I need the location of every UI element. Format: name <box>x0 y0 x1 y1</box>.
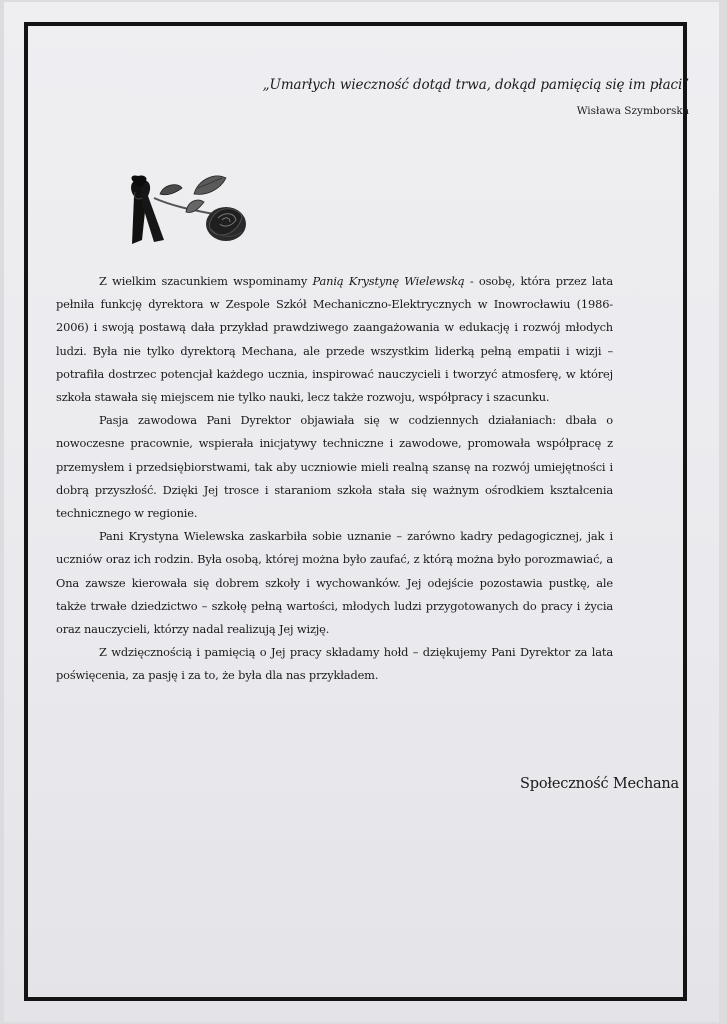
mourning-emblem <box>102 154 252 246</box>
signature: Społeczność Mechana <box>520 776 679 792</box>
epigraph-author: Wisława Szymborska <box>576 105 689 117</box>
honored-name: Panią Krystynę Wielewską <box>312 274 465 288</box>
paragraph-2: Pasja zawodowa Pani Dyrektor objawiała się w codziennych działaniach: dbała o nowoczesne pracownie, wspierała inicjatywy techniczne i zawodowe, promowała współpracę z przemysłem i przedsiębiorstwami, tak aby uczniowie mieli realną szansę na rozwój umiejętności i dobrą przyszłość. Dzięki Jej trosce i staraniom szkoła stała się ważnym ośrodkiem kształcenia technicznego w regionie. <box>56 413 613 521</box>
mourning-ribbon-icon <box>131 175 164 244</box>
tribute-text <box>56 270 613 688</box>
rose-icon <box>154 176 246 241</box>
paragraph-4: Z wdzięcznością i pamięcią o Jej pracy składamy hołd – dziękujemy Pani Dyrektor za lata poświęcenia, za pasję i za to, że była dla nas przykładem. <box>56 645 613 683</box>
paragraph-1: Z wielkim szacunkiem wspominamy Panią Krystynę Wielewską - osobę, która przez lata pełniła funkcję dyrektora w Zespole Szkół Mechaniczno-Elektrycznych w Inowrocławiu (1986-2006) i swoją postawą dała przykład prawdziwego zaangażowania w edukację i rozwój młodych ludzi. Była nie tylko dyrektorą Mechana, ale przede wszystkim liderką pełną empatii i wizji – potrafiła dostrzec potencjał każdego ucznia, inspirować nauczycieli i tworzyć atmosferę, w której szkoła stawała się miejscem nie tylko nauki, lecz także rozwoju, współpracy i szacunku. <box>56 274 613 405</box>
paper-sheet <box>4 2 719 1022</box>
paragraph-3: Pani Krystyna Wielewska zaskarbiła sobie uznanie – zarówno kadry pedagogicznej, jak i uczniów oraz ich rodzin. Była osobą, której można było zaufać, z którą można było porozmawiać, a Ona zawsze kierowała się dobrem szkoły i wychowanków. Jej odejście pozostawia pustkę, ale także trwałe dziedzictwo – szkołę pełną wartości, młodych ludzi przygotowanych do pracy i życia oraz nauczycieli, którzy nadal realizują Jej wizję. <box>56 529 613 637</box>
epigraph-quote: „Umarłych wieczność dotąd trwa, dokąd pamięcią się im płaci” <box>262 77 689 93</box>
